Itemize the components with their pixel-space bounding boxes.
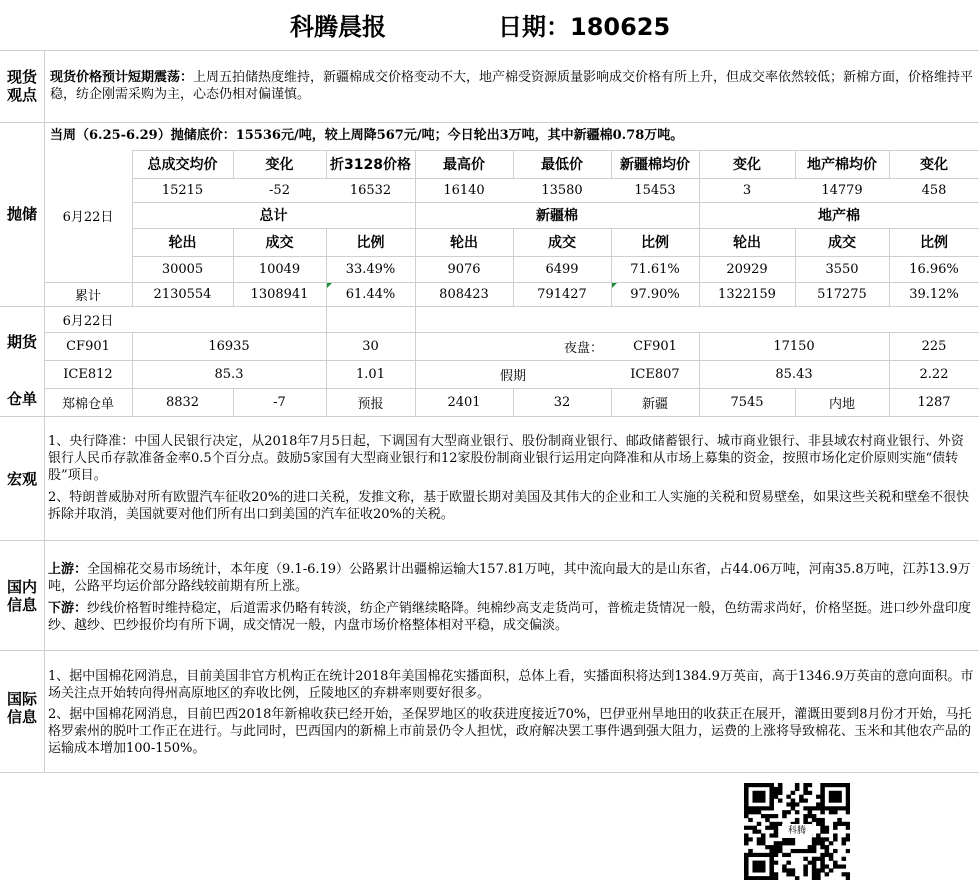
col-header-dc-change: 变化 xyxy=(920,157,948,173)
macro-section-label: 宏观 xyxy=(6,470,37,488)
cell-comment-marker xyxy=(327,283,332,288)
day-value: 3550 xyxy=(825,261,859,277)
day-value: 30005 xyxy=(161,261,204,277)
report-title: 科腾晨报 xyxy=(290,13,386,41)
sub-header: 比例 xyxy=(641,235,669,251)
cum-label: 累计 xyxy=(74,288,101,304)
upstream-label: 上游： xyxy=(48,562,88,577)
ice2-change: 2.22 xyxy=(919,366,949,382)
forecast-value: 2401 xyxy=(447,394,481,410)
price-value: 16532 xyxy=(349,182,392,198)
intl-item-2: 2、据中国棉花网消息，目前巴西2018年新棉收获已经开始，圣保罗地区的收获进度接近70%，巴伊亚州旱地田的收获正在展开，灌溉田要到8月份才开始，马托格罗索州的脱叶工作正在进行。与此同时，巴西国内的新棉上市前景仍令人担忧，政府解决罢工事件遇到强大阻力，运费的上涨将导致棉花、玉米和其他农产品的运输成本增加100-150%。 xyxy=(48,707,972,756)
sub-header: 成交 xyxy=(548,235,576,251)
col-header-xj-avg: 新疆棉均价 xyxy=(620,157,690,173)
forecast-label: 预报 xyxy=(357,396,384,412)
spot-lead: 现货价格预计短期震荡： xyxy=(50,70,194,85)
qr-code xyxy=(744,783,850,880)
day-value: 10049 xyxy=(258,261,301,277)
col-header-high: 最高价 xyxy=(443,157,485,173)
group-header-xj: 新疆棉 xyxy=(536,208,578,224)
day-value: 33.49% xyxy=(345,261,396,277)
price-value: 3 xyxy=(742,182,752,198)
sub-header: 轮出 xyxy=(450,235,478,251)
xj-value: 7545 xyxy=(730,394,764,410)
holiday-label: 假期 xyxy=(499,368,526,384)
spot-view-text xyxy=(50,69,974,103)
day-value: 9076 xyxy=(447,261,481,277)
price-value: 458 xyxy=(921,182,947,198)
reserve-date: 6月22日 xyxy=(62,209,114,225)
col-header-xj-change: 变化 xyxy=(733,157,761,173)
night-change: 225 xyxy=(921,338,947,354)
cum-value: 97.90% xyxy=(630,286,680,302)
forecast-change: 32 xyxy=(553,394,571,410)
cum-value: 2130554 xyxy=(153,286,212,302)
warehouse-name: 郑棉仓单 xyxy=(61,396,114,412)
sub-header: 轮出 xyxy=(168,235,197,251)
macro-item-2: 2、特朗普威胁对所有欧盟汽车征收20%的进口关税，发推文称，基于欧盟长期对美国及其伟大的企业和工人实施的关税和贸易壁垒，如果这些关税和壁垒不很快拆除并取消，美国就要对他们所有出口到美国的汽车征收20%的关税。 xyxy=(48,490,970,522)
ice1-code: ICE812 xyxy=(63,366,113,382)
cum-value: 808423 xyxy=(439,286,489,302)
reserve-summary: 当周（6.25-6.29）抛储底价：15536元/吨，较上周降567元/吨；今日轮出3万吨，其中新疆棉0.78万吨。 xyxy=(50,128,684,143)
spot-section-label: 现货 观点 xyxy=(6,68,37,104)
col-header-3128: 折3128价格 xyxy=(330,157,411,173)
price-value: 15215 xyxy=(161,182,204,198)
report-date: 日期：180625 xyxy=(498,13,671,41)
downstream-text: 纱线价格暂时维持稳定，后道需求仍略有转淡，纺企产销继续略降。纯棉纱高支走货尚可，普梳走货情况一般，色纺需求尚好，价格坚挺。进口纱外盘印度纱、越纱、巴纱报价均有所下调，成交情况一般，内盘市场价格整体相对平稳，成交偏淡。 xyxy=(48,601,972,633)
ice1-price: 85.3 xyxy=(214,366,244,382)
warehouse-section-label: 仓单 xyxy=(6,390,37,408)
price-value: 16140 xyxy=(443,182,485,198)
ice2-code: ICE807 xyxy=(630,366,680,382)
futures-section-label: 期货 xyxy=(6,333,37,351)
price-value: -52 xyxy=(269,182,290,198)
ice1-change: 1.01 xyxy=(356,366,385,382)
spot-body: 上周五拍储热度维持，新疆棉成交价格变动不大，地产棉受资源质量影响成交价格有所上升，但成交率依然较低；新棉方面，价格维持平稳，纺企刚需采购为主，心态仍相对偏谨慎。 xyxy=(50,70,974,102)
futures-date: 6月22日 xyxy=(62,313,114,329)
domestic-upstream xyxy=(48,561,976,595)
cf-code: CF901 xyxy=(66,338,110,354)
group-header-dc: 地产棉 xyxy=(818,208,860,224)
cum-value: 39.12% xyxy=(909,286,959,302)
warehouse-value: 8832 xyxy=(165,394,200,410)
qr-caption: 科腾 xyxy=(782,824,812,838)
domestic-section-label: 国内 信息 xyxy=(6,578,37,614)
col-header-avg: 总成交均价 xyxy=(147,157,218,173)
upstream-text: 全国棉花交易市场统计，本年度（9.1-6.19）公路累计出疆棉运输大157.81万吨，其中流向最大的是山东省，占44.06万吨，河南35.8万吨，江苏13.9万吨，公路平均运价部分路线较前期有所上涨。 xyxy=(48,562,971,594)
col-header-dc-avg: 地产棉均价 xyxy=(807,157,877,173)
cum-value: 517275 xyxy=(817,286,867,302)
xj-label: 新疆 xyxy=(641,396,668,412)
sub-header: 成交 xyxy=(265,235,294,251)
downstream-label: 下游： xyxy=(48,601,88,616)
price-value: 14779 xyxy=(821,182,863,198)
day-value: 71.61% xyxy=(630,261,680,277)
intl-item-1: 1、据中国棉花网消息，目前美国非官方机构正在统计2018年美国棉花实播面积，总体上看，实播面积将达到1384.9万英亩，高于1346.9万英亩的意向面积。市场关注点开始转向得州高原地区的弃收比例，丘陵地区的弃耕率则要好很多。 xyxy=(48,669,974,701)
night-price: 17150 xyxy=(773,338,815,354)
group-header-total: 总计 xyxy=(259,208,288,224)
price-value: 15453 xyxy=(634,182,676,198)
ice2-price: 85.43 xyxy=(775,366,813,382)
cf-price: 16935 xyxy=(208,338,250,354)
nd-value: 1287 xyxy=(917,394,951,410)
cum-value: 1322159 xyxy=(718,286,776,302)
night-code: CF901 xyxy=(633,338,677,354)
day-value: 6499 xyxy=(545,261,579,277)
price-value: 13580 xyxy=(541,182,583,198)
warehouse-change: -7 xyxy=(273,394,286,410)
cum-value: 61.44% xyxy=(345,286,396,302)
sub-header: 轮出 xyxy=(733,235,761,251)
col-header-change: 变化 xyxy=(265,157,294,173)
day-value: 16.96% xyxy=(909,261,959,277)
intl-section-label: 国际 信息 xyxy=(6,690,37,726)
cell-comment-marker xyxy=(612,283,617,288)
night-label: 夜盘： xyxy=(563,340,603,356)
sub-header: 比例 xyxy=(920,235,948,251)
domestic-downstream xyxy=(48,600,976,634)
col-header-low: 最低价 xyxy=(541,157,583,173)
cf-change: 30 xyxy=(362,338,379,354)
sub-header: 比例 xyxy=(356,235,385,251)
cum-value: 1308941 xyxy=(250,286,309,302)
sub-header: 成交 xyxy=(828,235,856,251)
macro-item-1: 1、央行降准：中国人民银行决定，从2018年7月5日起，下调国有大型商业银行、股份制商业银行、邮政储蓄银行、城市商业银行、非县域农村商业银行、外资银行人民币存款准备金率0.5个百分点。鼓励5家国有大型商业银行和12家股份制商业银行运用定向降准和从市场上募集的资金，按照市场化定价原则实施“债转股”项目。 xyxy=(48,434,964,483)
reserve-section-label: 抛储 xyxy=(6,205,37,223)
nd-label: 内地 xyxy=(828,396,855,412)
cum-value: 791427 xyxy=(537,286,587,302)
day-value: 20929 xyxy=(726,261,768,277)
